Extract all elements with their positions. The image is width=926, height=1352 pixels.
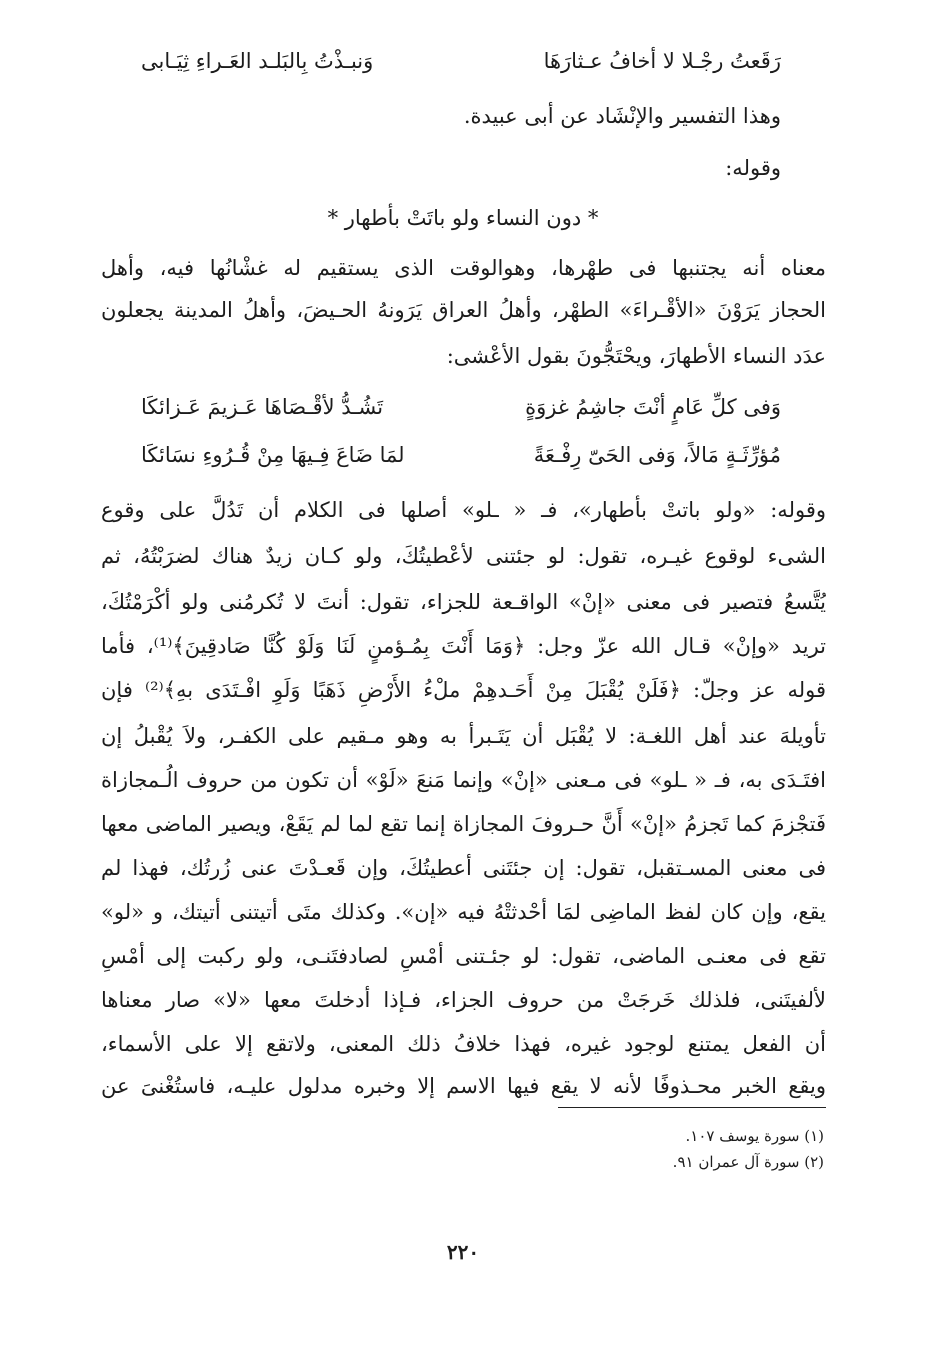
page-number: ٢٢٠ — [446, 1240, 480, 1264]
paragraph-line: تقع فى معنـى الماضى، تقول: لو جئـتنى أمْسِ لصادفتَنـى، ولو ركبت إلى أمْسِ — [101, 944, 826, 968]
text-line: وقوله: — [725, 156, 781, 180]
verse-hemistich-right: مُؤرِّثَـةٍ مَالاً، وَفى الحَىّ رِفْـعَةً — [533, 443, 781, 467]
paragraph-line: فى معنى المسـتقبل، تقول: إن جئتَنى أعطيتُكَ، وإن قَعـدْتَ عنى زُرتُك، فهذا لم — [101, 856, 826, 880]
verse-hemistich-left: لمَا ضَاعَ فِـيهَا مِنْ قُـرُوءِ نسَائكَا — [141, 443, 405, 467]
paragraph-line: تريد «وإنْ» قـال الله عزّ وجل: ﴿وَمَا أَنْتَ بِمُـؤمنٍ لَنَا وَلَوْ كُنَّا صَادقِينَ﴾⁽¹⁾، فأما — [101, 634, 826, 658]
paragraph-line: لألفيتَنى، فلذلك خَرجَتْ من حروف الجزاء، فـإذا أدخلتَ معها «لا» صار معناها — [101, 988, 826, 1012]
footnote: (٢) سورة آل عمران ٩١. — [672, 1153, 824, 1171]
paragraph-line: تأويلهَ عند أهل اللغـة: لا يُقْبَل أن يَتَـبرأ به وهو مـقيم على الكفـر، ولاَ يُقْبلُ إن — [101, 724, 826, 748]
verse-hemistich-left: تَشُـدُّ لأقْـصَاهَا عَـزيمَ عَـزائكَا — [141, 395, 384, 419]
verse-hemistich-left: وَنبـذْتُ بِالبَلـد العَـراءِ ثِيَـابى — [141, 49, 374, 73]
paragraph-line: افتَـدَى به، فـ « ـلو» فى مـعنى «إنْ» وإنما مَنعَ «لَوْ» أن تكون من حروف الُـمجازاة — [101, 768, 826, 792]
text-line: وهذا التفسير والإنْشَاد عن أبى عبيدة. — [463, 104, 781, 128]
paragraph-line: معناه أنه يجتنبها فى طهْرها، وهوالوقت الذى يستقيم له غشْانُها فيه، وأهل — [101, 256, 826, 280]
verse-top — [141, 38, 781, 84]
footnote: (١) سورة يوسف ١٠٧. — [685, 1127, 824, 1145]
paragraph-line: الشىء لوقوع غيـره، تقول: لو جئتنى لأعْطيتُكَ، ولو كـان زيدٌ هناك لضرَبْتُهُ، ثم — [101, 544, 826, 568]
paragraph-line: قوله عز وجلّ: ﴿فَلَنْ يُقْبَلَ مِنْ أَحَـدهِمْ ملْءُ الأَرْضِ ذَهَبًا وَلَوِ افْـتَدَى بهِ﴾⁽²⁾ فإن — [101, 678, 826, 702]
verse-row — [141, 432, 781, 478]
paragraph-line: فَتجْزمَ كما تَجزمُ «إنْ» أَنَّ حـروفَ المجازاة إنما تقع لما لم يَقَعْ، ويصير الماضى معها — [101, 812, 826, 836]
paragraph-line: ويقع الخبر محـذوفًا لأنه لا يقع فيها الاسم إلا وخبره مدلول عليـه، فاستُغْنىَ عن — [101, 1074, 826, 1098]
paragraph-line: أن الفعل يمتنع لوجود غيره، فهذا خلافُ ذلك المعنى، ولاتقع إلا على الأسماء، — [101, 1032, 826, 1056]
verse-hemistich-right: رَقَعتُ رجْـلا لا أخافُ عـثارَهَا — [543, 49, 781, 73]
paragraph-line: وقوله: «ولو باتتْ بأطهار»، فـ « ـلو» أصلها فى الكلام أن تَدُلَّ على وقوع — [101, 498, 826, 522]
paragraph-line: الحجاز يَرَوْنَ «الأقْـراءَ» الطهْر، وأهلُ العراق يَرَونهُ الحـيضَ، وأهلُ المدينة يجعلون — [101, 298, 826, 322]
paragraph-line: يُتَّسعُ فتصير فى معنى «إنْ» الواقـعة للجزاء، تقول: أنتَ لا تُكرمُنى ولو أكْرَمْتُكَ، — [101, 590, 826, 614]
footnote-divider — [558, 1107, 826, 1108]
verse-hemistich-right: وَفى كلِّ عَامٍ أنْتَ جاشِمُ غزوَةٍ — [525, 395, 781, 419]
verse-row — [141, 384, 781, 430]
paragraph-line: يقع، وإن كان لفظ الماضِى لمَا أحْدثتْهُ فيه «إن». وكذلك متَى أتيتنى أتيتك، و «لو» — [101, 900, 826, 924]
paragraph-line: عدَد النساء الأطهارَ، ويحْتَجُّونَ بقول الأعْشى: — [446, 344, 826, 368]
quoted-line: * دون النساء ولو باتَتْ بأطهار * — [327, 206, 599, 230]
